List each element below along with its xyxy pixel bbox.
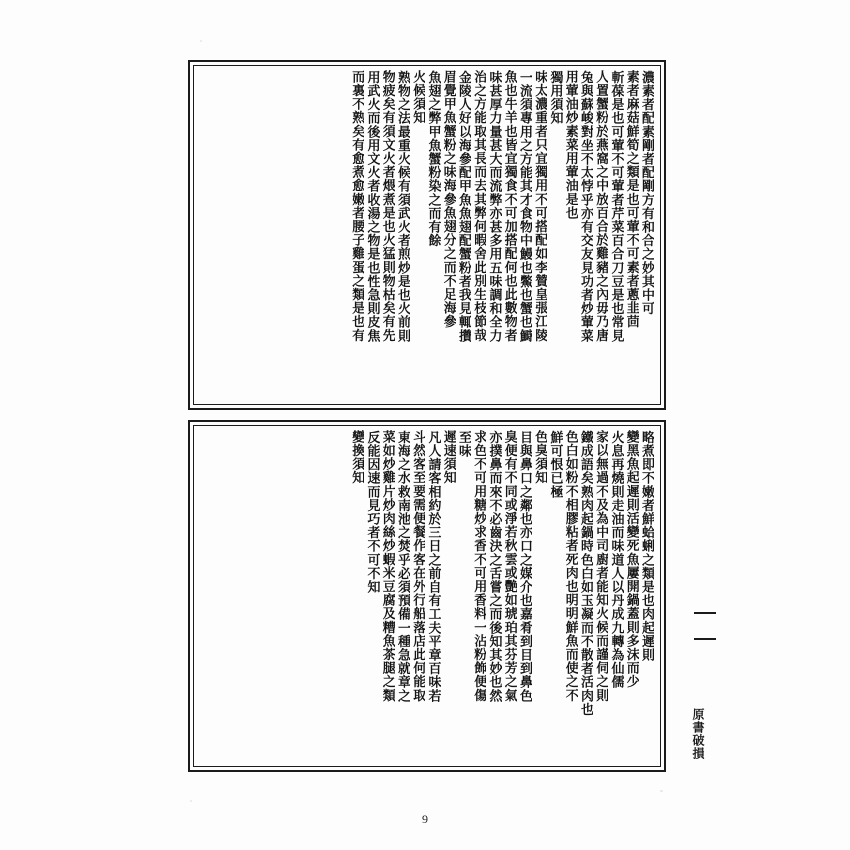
text-column: 熟物之法最重火候有須武火者煎炒是也火前則 [395, 70, 410, 343]
text-column: 魚也牛羊也皆宜獨食不可加搭配何也此數物者 [501, 70, 517, 342]
text-column: 用武火而後用文火者收湯之物是也性急則皮焦 [364, 70, 380, 343]
text-column: 人置蟹粉於燕窩之中放百合於雞豬之內毋乃唐 [593, 70, 609, 342]
text-column: 獨用須知 [547, 70, 563, 125]
text-column: 色臭須知 [532, 430, 548, 485]
text-column: 變換須知 [349, 430, 365, 485]
scan-speckle [200, 40, 202, 42]
text-column: 菜如炒雞片炒肉絲炒蝦米豆腐及糟魚茶腿之類 [379, 430, 395, 702]
text-column: 濃素者配素剛者配剛方有和合之妙其中可 [639, 70, 654, 316]
text-column: 治之方能取其長而去其弊何暇舍此別生枝節哉 [471, 70, 487, 342]
scan-speckle [660, 790, 663, 792]
text-column: 兔與蘇峻對坐不太悖乎亦有交友見功者炒葷菜 [578, 70, 593, 343]
text-column: 斗然客至要需便餐作客在外行船落店此何能取 [410, 430, 426, 702]
text-column: 求色不可用糖炒求香不可用香料一沾粉飾便傷 [471, 430, 487, 702]
text-column [347, 71, 349, 401]
text-block-upper [188, 60, 666, 410]
text-column: 一流須專用之方能其才食物中鰻也鱉也蟹也鰣 [517, 70, 532, 343]
text-column: 色白如粉不相膠粘者死肉也明明鮮魚而使之不 [562, 430, 578, 702]
text-block-lower [188, 420, 666, 772]
column-list-lower [200, 430, 654, 762]
spine-marks [688, 612, 728, 792]
text-column: 家以無過不及為中司廚者能知火候而謹伺之則 [593, 430, 609, 702]
text-column: 眉覺甲魚蟹粉之味海參魚翅分之而不足海參 [440, 70, 456, 329]
text-column: 魚翅之弊甲魚蟹粉染之而有餘 [425, 70, 441, 248]
text-column: 略煮即不嫩者鮮蛤蜊之類是也肉起遲則 [639, 430, 654, 662]
text-column: 反能因速而見巧者不可不知 [364, 430, 380, 594]
column-list-upper [200, 70, 654, 400]
text-column: 變黑魚起遲則活變死魚屢開鍋蓋則多沫而少 [623, 430, 639, 689]
text-column: 斬葆是也可葷不可葷者芹菜百合刀豆是也常見 [608, 70, 624, 343]
text-column: 遲速須知 [440, 430, 456, 485]
spine-rule-top [694, 612, 716, 614]
scanned-page-image [180, 48, 680, 808]
text-column: 火息再燒則走油而味道人以丹成九轉為仙儒 [608, 430, 624, 689]
text-column: 素者麻菇鮮筍之類是也可葷不可素者蔥韭茴 [623, 70, 639, 329]
text-column: 而裏不熟矣有愈煮愈嫩者腰子雞蛋之類是也有 [349, 70, 365, 342]
text-column: 臭便有不同或淨若秋雲或艷如琥珀其芬芳之氣 [501, 430, 517, 702]
text-column: 物疲矣有須文火者煨煮是也火猛則物枯矣有先 [379, 70, 395, 342]
text-column: 火候須知 [410, 70, 426, 125]
text-column [347, 431, 349, 763]
text-column: 東海之水救南池之焚乎必須預備一種急就章之 [395, 430, 410, 703]
page-number: 9 [422, 812, 428, 826]
spine-rule-bottom [694, 638, 716, 640]
text-column: 凡人請客相約於三日之前自有工夫平章百味若 [425, 430, 441, 703]
text-column: 味甚厚力量甚大而流弊亦甚多用五味調和全力 [486, 70, 502, 343]
margin-note: 原書破損 [691, 708, 705, 760]
text-column: 用葷油炒素菜用葷油是也 [562, 70, 578, 220]
text-column: 目與鼻口之鄰也亦口之媒介也嘉肴到目到鼻色 [517, 430, 532, 703]
scan-speckle [190, 800, 192, 802]
text-column: 金陵人好以海參配甲魚魚翅配蟹粉者我見輒攢 [456, 70, 471, 343]
text-column: 鐵成語矣熟肉起鍋時色白如玉凝而不散者活肉也 [578, 430, 593, 717]
text-column: 至味 [456, 430, 471, 458]
text-column: 鮮可恨已極 [547, 430, 563, 499]
text-column: 亦撲鼻而來不必齒決之舌嘗之而後知其妙也然 [486, 430, 502, 703]
text-column: 味太濃重者只宜獨用不可搭配如李贊皇張江陵 [532, 70, 548, 342]
